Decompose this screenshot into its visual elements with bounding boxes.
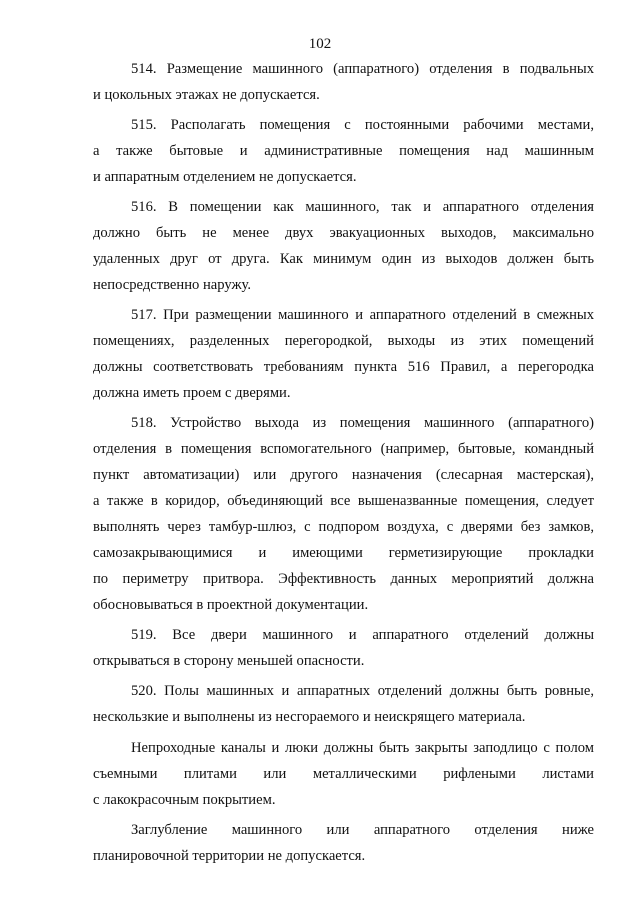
text-line: должно быть не менее двух эвакуационных выходов, максимально: [93, 225, 594, 241]
text-line: удаленных друг от друга. Как минимум один из выходов должен быть: [93, 251, 594, 267]
paragraph: [93, 112, 594, 190]
text-line: Непроходные каналы и люки должны быть закрыты заподлицо с полом: [131, 740, 594, 756]
text-line: и цокольных этажах не допускается.: [93, 87, 320, 103]
text-line: должна иметь проем с дверями.: [93, 385, 291, 401]
paragraph: [93, 302, 594, 406]
text-line: самозакрывающимися и имеющими герметизирующие прокладки: [93, 545, 594, 561]
text-line: помещениях, разделенных перегородкой, выходы из этих помещений: [93, 333, 594, 349]
text-line: непосредственно наружу.: [93, 277, 252, 293]
paragraph: [93, 410, 594, 618]
paragraph: [93, 678, 594, 730]
text-line: с лакокрасочным покрытием.: [93, 792, 276, 808]
text-line: 516. В помещении как машинного, так и аппаратного отделения: [131, 199, 594, 215]
text-line: и аппаратным отделением не допускается.: [93, 169, 357, 185]
text-line: пункт автоматизации) или другого назначения (слесарная мастерская),: [93, 467, 594, 483]
text-line: 519. Все двери машинного и аппаратного отделений должны: [131, 627, 594, 643]
text-line: а также бытовые и административные помещения над машинным: [93, 143, 594, 159]
text-line: по периметру притвора. Эффективность данных мероприятий должна: [93, 571, 594, 587]
text-line: 515. Располагать помещения с постоянными рабочими местами,: [131, 117, 594, 133]
text-line: 514. Размещение машинного (аппаратного) отделения в подвальных: [131, 61, 594, 77]
text-line: должны соответствовать требованиям пункта 516 Правил, а перегородка: [93, 359, 594, 375]
paragraph: [93, 56, 594, 108]
text-line: 520. Полы машинных и аппаратных отделений должны быть ровные,: [131, 683, 594, 699]
text-line: а также в коридор, объединяющий все вышеназванные помещения, следует: [93, 493, 594, 509]
text-line: 517. При размещении машинного и аппаратного отделений в смежных: [131, 307, 594, 323]
paragraph: [93, 622, 594, 674]
text-line: нескользкие и выполнены из несгораемого и неискрящего материала.: [93, 709, 526, 725]
text-line: открываться в сторону меньшей опасности.: [93, 653, 365, 669]
text-line: отделения в помещения вспомогательного (например, бытовые, командный: [93, 441, 594, 457]
paragraph: [93, 194, 594, 298]
text-line: планировочной территории не допускается.: [93, 848, 366, 864]
paragraph: [93, 817, 594, 869]
text-line: съемными плитами или металлическими рифлеными листами: [93, 766, 594, 782]
document-body: [93, 56, 594, 869]
text-line: 518. Устройство выхода из помещения машинного (аппаратного): [131, 415, 594, 431]
page-number: 102: [308, 36, 332, 52]
paragraph: [93, 735, 594, 813]
text-line: Заглубление машинного или аппаратного отделения ниже: [131, 822, 594, 838]
text-line: обосновываться в проектной документации.: [93, 597, 369, 613]
text-line: выполнять через тамбур-шлюз, с подпором воздуха, с дверями без замков,: [93, 519, 594, 535]
